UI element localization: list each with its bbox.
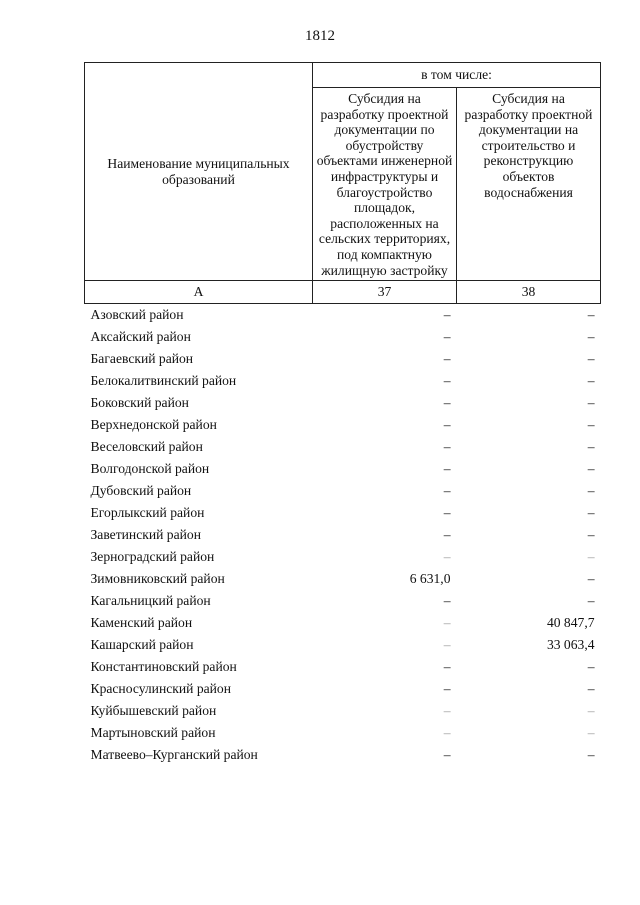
value-column-38: – — [587, 703, 595, 719]
municipality-name: Каменский район — [90, 615, 193, 631]
municipality-name: Зерноградский район — [90, 549, 215, 565]
table-row — [85, 480, 601, 502]
value-column-37: – — [443, 329, 451, 345]
value-column-38: – — [587, 329, 595, 345]
value-column-38: – — [587, 461, 595, 477]
column-37-header: Субсидия на разработку проектной документации по обустройству объектами инженерной инфраструктуры и благоустройство площадок, расположенных на сельских территориях, под компактную жилищную застройку — [313, 88, 457, 281]
value-column-37: – — [443, 593, 451, 609]
value-column-37: – — [443, 351, 451, 367]
value-column-37: – — [443, 307, 451, 323]
value-column-37: – — [443, 637, 451, 653]
table-row — [85, 370, 601, 392]
table-row — [85, 744, 601, 766]
table-row — [85, 502, 601, 524]
municipality-name: Заветинский район — [90, 527, 201, 543]
table-row — [85, 568, 601, 590]
value-column-38: – — [587, 659, 595, 675]
municipality-name: Азовский район — [90, 307, 184, 323]
value-column-38: – — [587, 439, 595, 455]
value-column-37: – — [443, 395, 451, 411]
table-row — [85, 392, 601, 414]
value-column-37: – — [443, 747, 451, 763]
municipality-name: Боковский район — [90, 395, 189, 411]
value-column-37: – — [443, 725, 451, 741]
table-row — [85, 612, 601, 634]
table-row — [85, 436, 601, 458]
value-column-37: – — [443, 527, 451, 543]
value-column-38: 40 847,7 — [546, 615, 595, 631]
value-column-38: – — [587, 527, 595, 543]
value-column-37: – — [443, 461, 451, 477]
value-column-38: – — [587, 417, 595, 433]
table-row — [85, 458, 601, 480]
value-column-37: – — [443, 615, 451, 631]
column-38-header: Субсидия на разработку проектной документации на строительство и реконструкцию объектов водоснабжения — [457, 88, 601, 281]
page-number: 1812 — [305, 28, 335, 44]
value-column-37: – — [443, 505, 451, 521]
value-column-38: – — [587, 373, 595, 389]
value-column-37: – — [443, 439, 451, 455]
value-column-38: – — [587, 483, 595, 499]
value-column-37: – — [443, 703, 451, 719]
municipality-name: Волгодонской район — [90, 461, 210, 477]
subsidy-table — [84, 62, 601, 766]
municipality-name: Белокалитвинский район — [90, 373, 237, 389]
column-index-a: А — [85, 281, 313, 304]
value-column-37: – — [443, 681, 451, 697]
table-row — [85, 590, 601, 612]
column-index-38: 38 — [457, 281, 601, 304]
municipality-name: Мартыновский район — [90, 725, 216, 741]
table-row — [85, 524, 601, 546]
value-column-38: – — [587, 549, 595, 565]
municipality-name: Красносулинский район — [90, 681, 231, 697]
value-column-38: – — [587, 681, 595, 697]
value-column-38: – — [587, 747, 595, 763]
table-row — [85, 546, 601, 568]
municipality-name: Веселовский район — [90, 439, 203, 455]
table-row — [85, 722, 601, 744]
value-column-38: – — [587, 351, 595, 367]
municipality-name: Константиновский район — [90, 659, 237, 675]
table-row — [85, 304, 601, 327]
municipality-name: Верхнедонской район — [90, 417, 217, 433]
value-column-37: 6 631,0 — [409, 571, 451, 587]
table-row — [85, 414, 601, 436]
municipality-name: Багаевский район — [90, 351, 194, 367]
municipality-name: Куйбышевский район — [90, 703, 217, 719]
value-column-38: – — [587, 395, 595, 411]
value-column-38: – — [587, 571, 595, 587]
value-column-37: – — [443, 373, 451, 389]
table-row — [85, 678, 601, 700]
value-column-37: – — [443, 417, 451, 433]
value-column-38: – — [587, 593, 595, 609]
value-column-38: – — [587, 725, 595, 741]
table-row — [85, 700, 601, 722]
value-column-38: – — [587, 505, 595, 521]
municipality-name: Зимовниковский район — [90, 571, 225, 587]
table-row — [85, 656, 601, 678]
table-row — [85, 348, 601, 370]
column-index-37: 37 — [313, 281, 457, 304]
municipality-name: Дубовский район — [90, 483, 192, 499]
table-row — [85, 634, 601, 656]
municipality-name: Кашарский район — [90, 637, 194, 653]
municipality-name: Егорлыкский район — [90, 505, 205, 521]
value-column-38: – — [587, 307, 595, 323]
value-column-38: 33 063,4 — [546, 637, 595, 653]
value-column-37: – — [443, 659, 451, 675]
municipality-name: Кагальницкий район — [90, 593, 211, 609]
municipality-column-header: Наименование муниципальных образований — [85, 63, 313, 281]
value-column-37: – — [443, 549, 451, 565]
including-group-header: в том числе: — [313, 63, 601, 88]
municipality-name: Матвеево–Курганский район — [90, 747, 258, 763]
municipality-name: Аксайский район — [90, 329, 191, 345]
table-row — [85, 326, 601, 348]
value-column-37: – — [443, 483, 451, 499]
